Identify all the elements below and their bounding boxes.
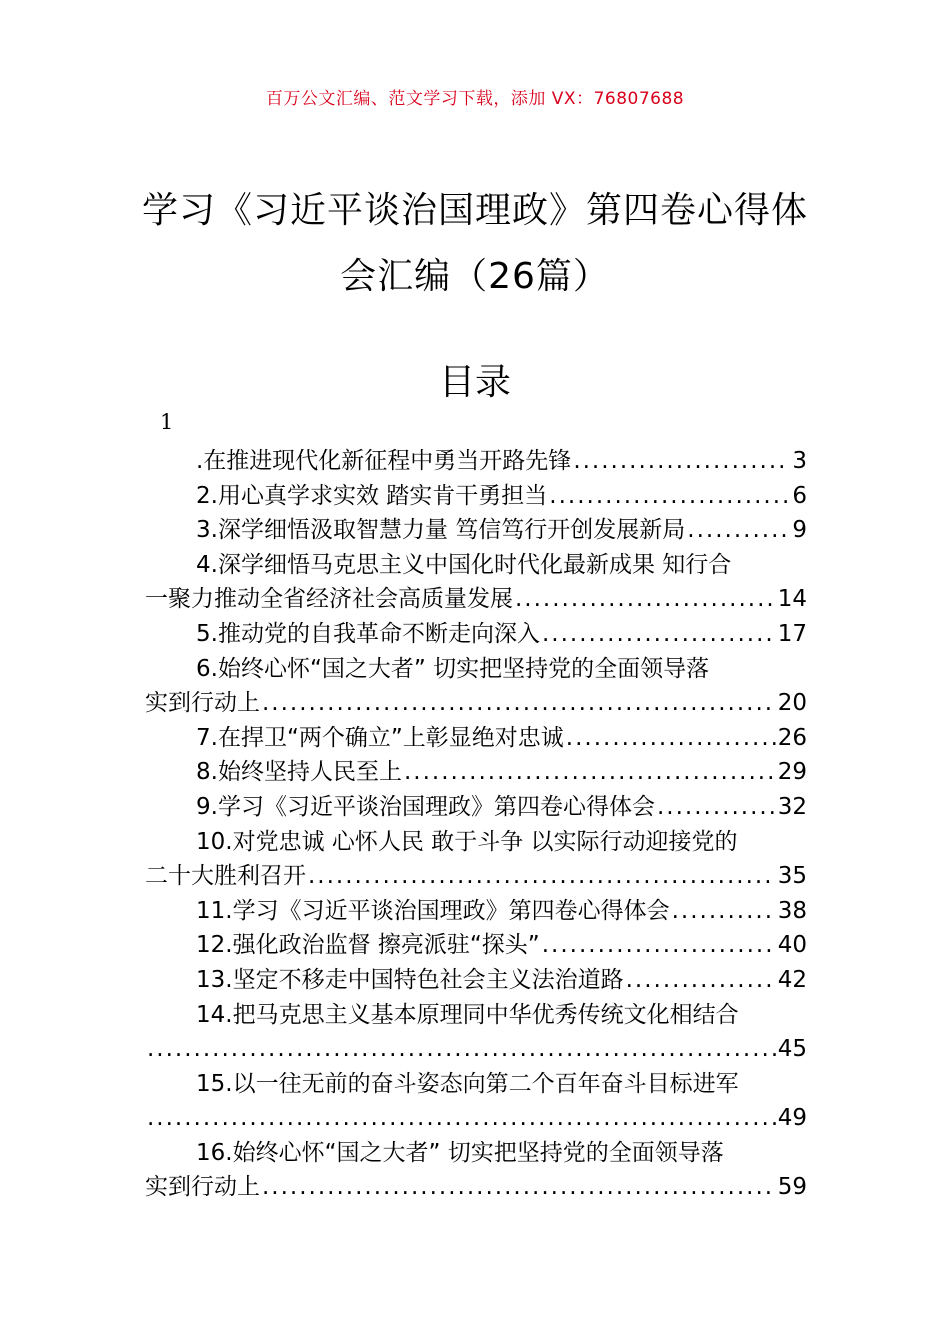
toc-entry[interactable] <box>145 998 807 1067</box>
toc-entry-line <box>145 652 807 687</box>
toc-entry-title: 9.学习《习近平谈治国理政》第四卷心得体会 <box>196 793 655 820</box>
toc-dot-leader <box>542 617 776 652</box>
toc-entry-title: 14.把马克思主义基本原理同中华优秀传统文化相结合 <box>196 1001 739 1028</box>
toc-heading: 目录 <box>438 362 511 403</box>
toc-page-number: 38 <box>777 897 807 924</box>
toc-entry-line <box>145 928 807 963</box>
toc-page-number: 32 <box>777 793 807 820</box>
toc-entry-line <box>145 582 807 617</box>
toc-entry[interactable] <box>145 444 807 479</box>
toc-entry-line <box>145 548 807 583</box>
toc-entry[interactable] <box>145 894 807 929</box>
toc-entry[interactable] <box>145 928 807 963</box>
toc-page-number: 35 <box>777 863 807 890</box>
toc-dot-leader <box>573 444 790 479</box>
toc-entry-title: 8.始终坚持人民至上 <box>196 759 402 786</box>
toc-entry[interactable] <box>145 617 807 652</box>
toc-dot-leader <box>404 755 776 790</box>
toc-entry-title: 2.用心真学求实效 踏实肯干勇担当 <box>196 482 548 509</box>
toc-entry-title: 13.坚定不移走中国特色社会主义法治道路 <box>196 966 624 993</box>
promo-banner: 百万公文汇编、范文学习下载，添加 VX：76807688 <box>265 89 685 109</box>
toc-entry[interactable] <box>145 652 807 721</box>
toc-first-number: 1 <box>160 410 174 434</box>
toc-entry-title: 12.强化政治监督 擦亮派驻“探头” <box>196 932 540 959</box>
toc-entry[interactable] <box>145 963 807 998</box>
toc-entry-line <box>145 1170 807 1205</box>
toc-entry-line <box>145 894 807 929</box>
toc-entry-line <box>145 1101 807 1136</box>
toc-dot-leader <box>542 928 776 963</box>
toc-page-number: 9 <box>792 517 807 544</box>
toc-dot-leader <box>308 859 776 894</box>
toc-entry-line <box>145 825 807 860</box>
toc-page-number: 40 <box>777 932 807 959</box>
toc-entry-title: 6.始终心怀“国之大者” 切实把坚持党的全面领导落 <box>196 655 710 682</box>
toc-dot-leader <box>515 582 776 617</box>
toc-dot-leader <box>626 963 776 998</box>
toc-entry-title: 4.深学细悟马克思主义中国化时代化最新成果 知行合 <box>196 551 732 578</box>
table-of-contents <box>145 444 807 1205</box>
document-title-line-2: 会汇编（26篇） <box>340 256 610 297</box>
toc-entry-line <box>145 617 807 652</box>
toc-entry[interactable] <box>145 513 807 548</box>
toc-entry[interactable] <box>145 825 807 894</box>
toc-entry-line <box>145 859 807 894</box>
toc-entry-line <box>145 1067 807 1102</box>
toc-entry-title: 11.学习《习近平谈治国理政》第四卷心得体会 <box>196 897 670 924</box>
toc-entry[interactable] <box>145 479 807 514</box>
toc-dot-leader <box>687 513 790 548</box>
toc-entry[interactable] <box>145 548 807 617</box>
toc-entry-line <box>145 1136 807 1171</box>
toc-entry-title: 7.在捍卫“两个确立”上彰显绝对忠诚 <box>196 724 564 751</box>
toc-page-number: 6 <box>792 482 807 509</box>
toc-entry-line <box>145 686 807 721</box>
toc-entry-title: 10.对党忠诚 心怀人民 敢于斗争 以实际行动迎接党的 <box>196 828 738 855</box>
toc-entry-title: 5.推动党的自我革命不断走向深入 <box>196 620 540 647</box>
toc-entry-title: 15.以一往无前的奋斗姿态向第二个百年奋斗目标进军 <box>196 1070 739 1097</box>
toc-entry-line <box>145 998 807 1033</box>
toc-dot-leader <box>566 721 776 756</box>
toc-dot-leader <box>262 686 776 721</box>
toc-entry-line <box>145 790 807 825</box>
toc-entry-title: 实到行动上 <box>145 690 260 717</box>
toc-entry-line <box>145 479 807 514</box>
toc-page-number: 14 <box>777 586 807 613</box>
toc-page-number: 20 <box>777 690 807 717</box>
toc-page-number: 29 <box>777 759 807 786</box>
toc-entry-title: 二十大胜利召开 <box>145 863 306 890</box>
toc-entry-line <box>145 1032 807 1067</box>
toc-page-number: 26 <box>777 724 807 751</box>
toc-dot-leader <box>672 894 776 929</box>
toc-page-number: 3 <box>792 448 807 474</box>
toc-entry-title: .在推进现代化新征程中勇当开路先锋 <box>196 448 572 474</box>
toc-dot-leader <box>147 1101 776 1136</box>
toc-entry[interactable] <box>145 1067 807 1136</box>
toc-dot-leader <box>147 1032 776 1067</box>
toc-page-number: 49 <box>777 1105 807 1132</box>
document-title-line-1: 学习《习近平谈治国理政》第四卷心得体 <box>141 190 808 231</box>
toc-entry[interactable] <box>145 1136 807 1205</box>
toc-entry-title: 16.始终心怀“国之大者” 切实把坚持党的全面领导落 <box>196 1139 724 1166</box>
toc-entry-line <box>145 721 807 756</box>
toc-dot-leader <box>549 479 790 514</box>
toc-entry-title: 3.深学细悟汲取智慧力量 笃信笃行开创发展新局 <box>196 517 686 544</box>
toc-page-number: 17 <box>777 620 807 647</box>
toc-page-number: 59 <box>777 1174 807 1201</box>
toc-entry[interactable] <box>145 755 807 790</box>
toc-entry[interactable] <box>145 790 807 825</box>
toc-dot-leader <box>657 790 776 825</box>
toc-page-number: 45 <box>777 1036 807 1063</box>
toc-entry-line <box>145 444 807 479</box>
toc-entry-line <box>145 513 807 548</box>
toc-entry-line <box>145 963 807 998</box>
toc-entry-line <box>145 755 807 790</box>
toc-entry-title: 实到行动上 <box>145 1174 260 1201</box>
toc-entry-title: 一聚力推动全省经济社会高质量发展 <box>145 586 513 613</box>
toc-dot-leader <box>262 1170 776 1205</box>
toc-entry[interactable] <box>145 721 807 756</box>
toc-page-number: 42 <box>777 966 807 993</box>
